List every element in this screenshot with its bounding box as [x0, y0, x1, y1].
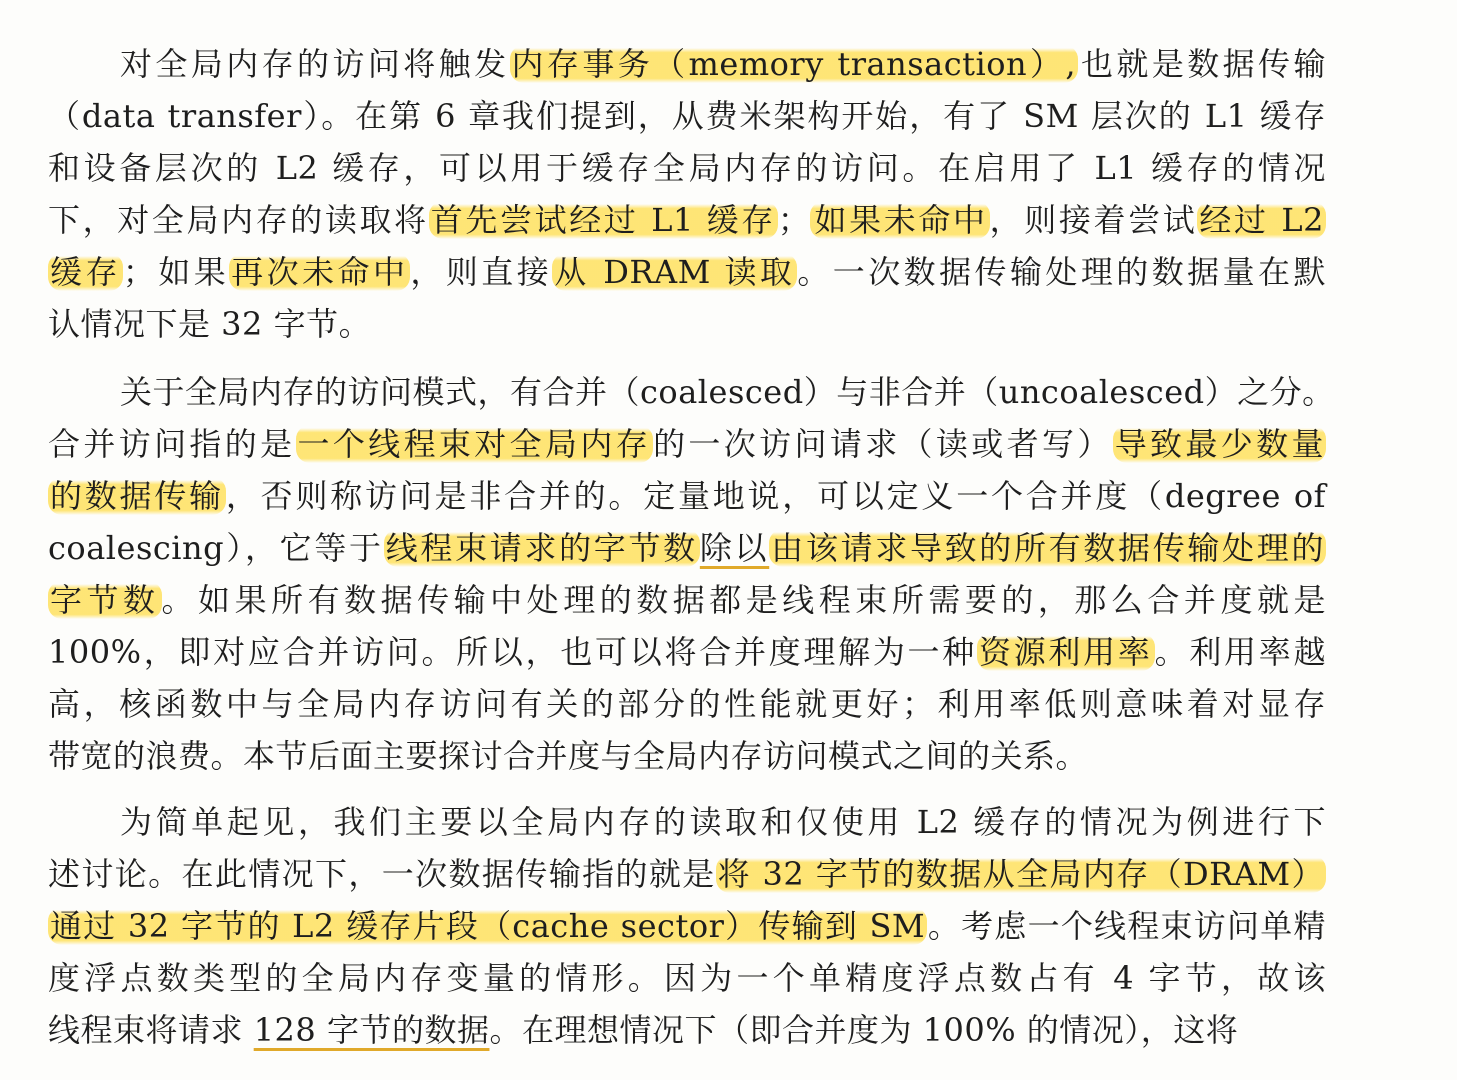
highlighted-text: 缓存 — [50, 253, 121, 291]
text-run: ，否则称访问是非合并的。定量地说，可以定义一个合并度（degree of — [225, 477, 1326, 515]
text-run: 。在理想情况下（即合并度为 100% 的情况），这将 — [489, 1011, 1239, 1049]
text-run: 对全局内存的访问将触发 — [120, 45, 510, 83]
text-run: 。利用率越 — [1154, 633, 1326, 671]
text-run: 合并访问指的是 — [48, 425, 296, 463]
text-run: 。考虑一个线程束访问单精 — [927, 907, 1326, 945]
text-line — [48, 522, 1326, 574]
text-run: 和设备层次的 L2 缓存，可以用于缓存全局内存的访问。在启用了 L1 缓存的情况 — [48, 149, 1326, 187]
text-line — [48, 678, 1326, 730]
highlighted-text: 首先尝试经过 L1 缓存 — [430, 201, 776, 239]
text-run: 下，对全局内存的读取将 — [48, 201, 429, 239]
text-line — [48, 626, 1326, 678]
text-line — [120, 366, 1335, 418]
highlighted-text: 再次未命中 — [231, 253, 409, 291]
text-line — [48, 90, 1326, 142]
text-run: ；如果 — [122, 253, 230, 291]
highlighted-text: 线程束请求的字节数 — [385, 529, 698, 567]
text-line — [120, 38, 1326, 90]
text-line — [48, 900, 1326, 952]
text-line — [48, 246, 1326, 298]
text-line — [48, 418, 1326, 470]
text-line — [48, 1004, 1326, 1056]
text-line — [48, 194, 1326, 246]
text-run: （data transfer）。在第 6 章我们提到，从费米架构开始，有了 SM 层次的 L1 缓存 — [48, 97, 1326, 135]
text-line — [48, 574, 1326, 626]
text-line — [48, 142, 1326, 194]
text-line — [48, 298, 1326, 350]
text-run: ； — [777, 201, 811, 239]
text-run: 带宽的浪费。本节后面主要探讨合并度与全局内存访问模式之间的关系。 — [48, 737, 1089, 775]
text-run: 线程束将请求 — [48, 1011, 254, 1049]
text-run: 认情况下是 32 字节。 — [48, 305, 372, 343]
highlighted-text: 由该请求导致的所有数据传输处理的 — [771, 529, 1324, 567]
text-run: 也就是数据传输 — [1078, 45, 1326, 83]
text-line — [48, 848, 1326, 900]
text-run: ，则接着尝试 — [989, 201, 1198, 239]
text-run: 高，核函数中与全局内存访问有关的部分的性能就更好；利用率低则意味着对显存 — [48, 685, 1326, 723]
highlighted-text: 如果未命中 — [812, 201, 988, 239]
highlighted-text: 将 32 字节的数据从全局内存（DRAM） — [717, 855, 1324, 893]
text-line — [48, 952, 1326, 1004]
highlighted-text: 字节数 — [50, 581, 160, 619]
highlighted-text: 资源利用率 — [978, 633, 1153, 671]
text-run: 述讨论。在此情况下，一次数据传输指的就是 — [48, 855, 716, 893]
underlined-text: 128 字节的数据 — [253, 1011, 490, 1049]
text-line — [48, 470, 1326, 522]
highlighted-text: 导致最少数量 — [1114, 425, 1324, 463]
text-run: ，则直接 — [410, 253, 553, 291]
text-line — [48, 730, 1326, 782]
text-run: 。如果所有数据传输中处理的数据都是线程束所需要的，那么合并度就是 — [161, 581, 1326, 619]
text-run: 为简单起见，我们主要以全局内存的读取和仅使用 L2 缓存的情况为例进行下 — [120, 803, 1326, 841]
underlined-text: 除以 — [699, 529, 770, 567]
text-run: 度浮点数类型的全局内存变量的情形。因为一个单精度浮点数占有 4 字节，故该 — [48, 959, 1326, 997]
text-run: 关于全局内存的访问模式，有合并（coalesced）与非合并（uncoalesced）之分。 — [120, 373, 1335, 411]
text-run: 100%，即对应合并访问。所以，也可以将合并度理解为一种 — [48, 633, 977, 671]
highlighted-text: 内存事务（memory transaction）, — [511, 45, 1077, 83]
highlighted-text: 的数据传输 — [50, 477, 224, 515]
highlighted-text: 经过 L2 — [1199, 201, 1324, 239]
text-run: coalescing），它等于 — [48, 529, 384, 567]
text-line — [120, 796, 1326, 848]
text-run: 。一次数据传输处理的数据量在默 — [797, 253, 1326, 291]
highlighted-text: 通过 32 字节的 L2 缓存片段（cache sector）传输到 SM — [50, 907, 926, 945]
highlighted-text: 一个线程束对全局内存 — [297, 425, 652, 463]
text-run: 的一次访问请求（读或者写） — [653, 425, 1113, 463]
highlighted-text: 从 DRAM 读取 — [554, 253, 796, 291]
